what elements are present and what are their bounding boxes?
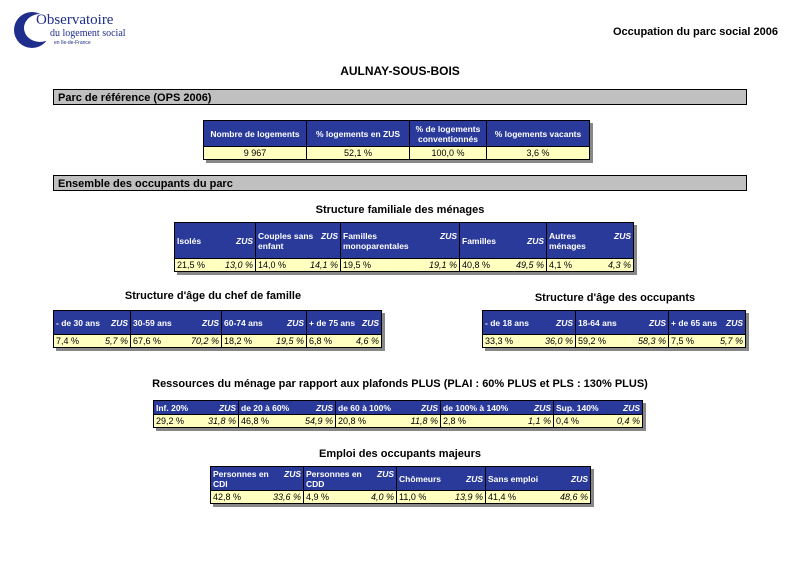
family-value: 49,5 % 40,8 % (460, 259, 547, 272)
occupant-age-header: ZUS 18-64 ans (576, 311, 669, 335)
family-header: ZUS Autres ménages (547, 223, 634, 259)
employment-value: 13,9 % 11,0 % (397, 491, 486, 504)
employment-title: Emploi des occupants majeurs (319, 448, 481, 460)
ref-header: % logements en ZUS (307, 121, 410, 147)
head-age-header: ZUS 30-59 ans (131, 311, 222, 335)
occupant-age-value: 36,0 % 33,3 % (483, 335, 576, 348)
family-header: ZUS Isolés (175, 223, 256, 259)
employment-header: ZUS Chômeurs (397, 467, 486, 491)
head-age-header: ZUS + de 75 ans (307, 311, 382, 335)
section-occupants: Ensemble des occupants du parc (53, 175, 747, 191)
employment-table (210, 466, 591, 504)
resources-value: 11,8 % 20,8 % (336, 415, 441, 428)
ref-value: 52,1 % (307, 147, 410, 160)
ref-value: 9 967 (204, 147, 307, 160)
svg-text:en Ile-de-France: en Ile-de-France (54, 40, 91, 46)
ref-header: % de logements conventionnés (410, 121, 487, 147)
employment-value: 33,6 % 42,8 % (211, 491, 304, 504)
resources-value: 54,9 % 46,8 % (239, 415, 336, 428)
resources-header: ZUS de 20 à 60% (239, 401, 336, 415)
resources-header: ZUS Inf. 20% (154, 401, 239, 415)
resources-title: Ressources du ménage par rapport aux plafonds PLUS (PLAI : 60% PLUS et PLS : 130% PLUS) (152, 378, 648, 390)
occupant-age-value: 5,7 % 7,5 % (669, 335, 746, 348)
family-value: 4,3 % 4,1 % (547, 259, 634, 272)
employment-value: 48,6 % 41,4 % (486, 491, 591, 504)
occupant-age-value: 58,3 % 59,2 % (576, 335, 669, 348)
head-age-header: ZUS 60-74 ans (222, 311, 307, 335)
observatoire-logo (10, 8, 140, 52)
family-value: 14,1 % 14,0 % (256, 259, 341, 272)
employment-value: 4,0 % 4,9 % (304, 491, 397, 504)
head-age-value: 70,2 % 67,6 % (131, 335, 222, 348)
head-age-title: Structure d'âge du chef de famille (124, 290, 302, 302)
svg-text:Observatoire: Observatoire (36, 12, 114, 28)
city-title: AULNAY-SOUS-BOIS (340, 64, 460, 78)
family-header: ZUS Familles (460, 223, 547, 259)
employment-header: ZUS Personnes en CDD (304, 467, 397, 491)
family-value: 19,1 % 19,5 % (341, 259, 460, 272)
report-title: Occupation du parc social 2006 (612, 26, 778, 38)
head-age-table (53, 310, 382, 348)
section-reference: Parc de référence (OPS 2006) (53, 89, 747, 105)
resources-value: 1,1 % 2,8 % (441, 415, 554, 428)
head-age-value: 4,6 % 6,8 % (307, 335, 382, 348)
head-age-value: 19,5 % 18,2 % (222, 335, 307, 348)
family-header: ZUS Familles monoparentales (341, 223, 460, 259)
ref-header: % logements vacants (487, 121, 590, 147)
family-value: 13,0 % 21,5 % (175, 259, 256, 272)
resources-value: 0,4 % 0,4 % (554, 415, 643, 428)
ref-value: 3,6 % (487, 147, 590, 160)
svg-text:du logement social: du logement social (50, 28, 126, 39)
resources-header: ZUS de 100% à 140% (441, 401, 554, 415)
resources-header: ZUS Sup. 140% (554, 401, 643, 415)
employment-header: ZUS Sans emploi (486, 467, 591, 491)
head-age-value: 5,7 % 7,4 % (54, 335, 131, 348)
ref-header: Nombre de logements (204, 121, 307, 147)
occupant-age-table (482, 310, 746, 348)
occupant-age-header: ZUS - de 18 ans (483, 311, 576, 335)
ref-value: 100,0 % (410, 147, 487, 160)
family-structure-table (174, 222, 634, 272)
resources-table (153, 400, 643, 428)
head-age-header: ZUS - de 30 ans (54, 311, 131, 335)
family-structure-title: Structure familiale des ménages (315, 204, 485, 216)
employment-header: ZUS Personnes en CDI (211, 467, 304, 491)
resources-value: 31,8 % 29,2 % (154, 415, 239, 428)
reference-table (203, 120, 590, 160)
occupant-age-title: Structure d'âge des occupants (534, 292, 696, 304)
occupant-age-header: ZUS + de 65 ans (669, 311, 746, 335)
family-header: ZUS Couples sans enfant (256, 223, 341, 259)
resources-header: ZUS de 60 à 100% (336, 401, 441, 415)
